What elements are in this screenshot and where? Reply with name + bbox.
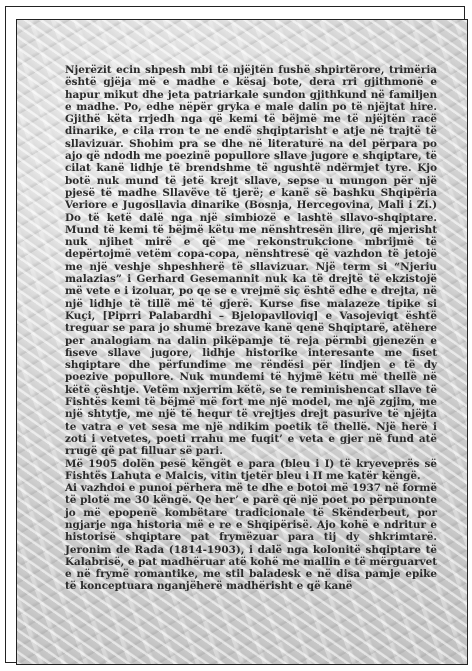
marble-page-frame — [16, 19, 468, 665]
paragraph-2: Më 1905 dolën pesë këngët e para (bleu i I) të kryeveprës së Fishtës Lahuta e Malcis, vitin tjetër bleu i II me katër këngë. — [65, 457, 437, 482]
page-outer-border — [5, 6, 465, 663]
paragraph-3: Ai vazhdoi e punoi përhera më te dhe e botoi më 1937 në formë të plotë me 30 këngë. Qe her’ e parë që një poet po përpunonte jo më epopenë kombëtare tradicionale të Skënderbeut, por ngjarje nga historia më e re e Shqipërisë. Ajo kohë e ndritur e historisë shqiptare pat frymëzuar para tij dy shkrimtarë. Jeronim de Rada (1814-1903), i dalë nga kolonitë shqiptare të Kalabrisë, e pat madhëruar atë kohë me mallin e të mërguarvet e në frymë romantike, me stil baladesk e në disa pamje epike të konceptuara nganjëherë madhërisht e që kanë — [65, 482, 437, 593]
paragraph-1: Njerëzit ecin shpesh mbi të njëjtën fushë shpirtërore, trimëria është gjëja më e madhe e kësaj bote, dera rri gjithmonë e hapur mikut dhe jeta patriarkale sundon gjithkund në familjen e madhe. Po, edhe nëpër gryka e male dalin po të njëjtat hire. Gjithë këta rrjedh nga që kemi të bëjmë me të njëjtën racë dinarike, e cila rron te ne endë shqiptarisht e atje në trajtë të sllavizuar. Shohim pra se dhe në literaturë na del përpara po ajo që ndodh me poezinë popullore sllave jugore e shqiptare, të cilat kanë lidhje të brendshme të ngushtë ndërmjet tyre. Kjo botë nuk mund të jetë krejt sllave, sepse u mungon për një pjesë të madhe Sllavëve të tjerë; e kanë së bashku Shqipëria Veriore e Jugosllavia dinarike (Bosnja, Hercegovina, Mali i Zi.) Do të ketë dalë nga një simbiozë e lashtë sllavo-shqiptare. Mund të kemi të bëjmë këtu me nënshtresën ilire, që mjerisht nuk njihet mirë e që me rekonstrukcione mbrijmë të depërtojmë vetëm copa-copa, nënshtresë që vazhdon të jetojë me një veshje shpeshherë të sllavizuar. Një term si “Njeriu malazias” i Gerhard Gesemannit nuk ka të drejtë të ekzistojë më vete e i izoluar, po qe se e vrejmë siç është edhe e drejta, në një lidhje të tillë më të gjerë. Kurse fise malazeze tipike si Kuçi, [Piprri Palabardhi – Bjelopavlloviq] e Vasojeviqt është treguar se para jo shumë brezave kanë qenë Shqiptarë, atëhere per analogiam na dalin pikëpamje të reja përmbi gjenezën e fiseve sllave jugore, lidhje historike interesante me fiset shqiptare dhe përfundime me rëndësi për lindjen e të dy poezive popullore. Nuk mundemi të hyjmë këtu më thellë në këtë çështje. Vetëm nxjerrim këtë, se te reminishencat sllave të Fishtës kemi të bëjmë më fort me një model, me një zgjim, me një shtytje, me një të hequr të vrejtjes drejt pasurive të njëjta te vatra e vet sesa me një ndikim poetik të thellë. Një herë i zoti i vetvetes, poeti rrahu me fuqit’ e veta e gjer në fund atë rrugë që pat filluar së pari. — [65, 64, 437, 458]
body-text — [65, 64, 437, 593]
